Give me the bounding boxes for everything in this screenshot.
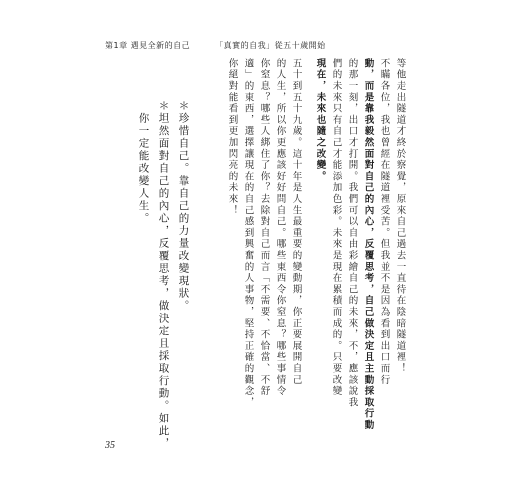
page-number: 35	[105, 440, 115, 451]
body-column-9: 你窒息？哪些人綁住了你？去除對自己而言「不需要、不恰當、不舒	[258, 58, 270, 397]
section-title: 「真實的自我」從五十歲開始	[215, 41, 326, 50]
body-column-1: 等他走出隧道才終於察覺，原來自己過去一直待在陰暗隧道裡！	[394, 58, 406, 375]
summary-point-1: ＊珍惜自己。靠自己的力量改變現狀。	[177, 100, 190, 313]
body-column-6: 現在，未來也隨之改變。	[314, 58, 326, 183]
body-column-5: 們的未來只有自己才能添加色彩。未來是現在累積而成的。只要改變	[330, 58, 342, 397]
body-column-10: 適」的東西，選擇讓現在的自己感到興奮的人事物，堅持正確的觀念，	[242, 58, 254, 409]
summary-point-3: 你一定能改變人生。	[137, 100, 150, 225]
body-column-3: 動，而是靠我毅然面對自己的內心，反覆思考，自己做決定且主動採取行動	[362, 58, 374, 431]
chapter-label: 第1章 遇見全新的自己	[105, 41, 191, 50]
body-column-8: 的人生，所以你更應該好好問自己。哪些東西令你窒息？哪些事情令	[274, 58, 286, 397]
body-column-4: 的那一刻，出口才打開。我們可以自由彩繪自己的未來，不，應該說我	[346, 58, 358, 409]
running-header	[105, 40, 326, 51]
body-column-2: 不瞞各位，我也曾經在隧道裡受苦。但我並不是因為看到出口而行	[378, 58, 390, 386]
summary-point-2: ＊坦然面對自己的內心，反覆思考，做決定且採取行動。如此，	[157, 100, 170, 450]
body-column-11: 你絕對能看到更加閃亮的未來！	[226, 58, 238, 217]
body-column-7: 五十到五十九歲。這十年是人生最重要的變動期，你正要展開自己	[290, 58, 302, 386]
